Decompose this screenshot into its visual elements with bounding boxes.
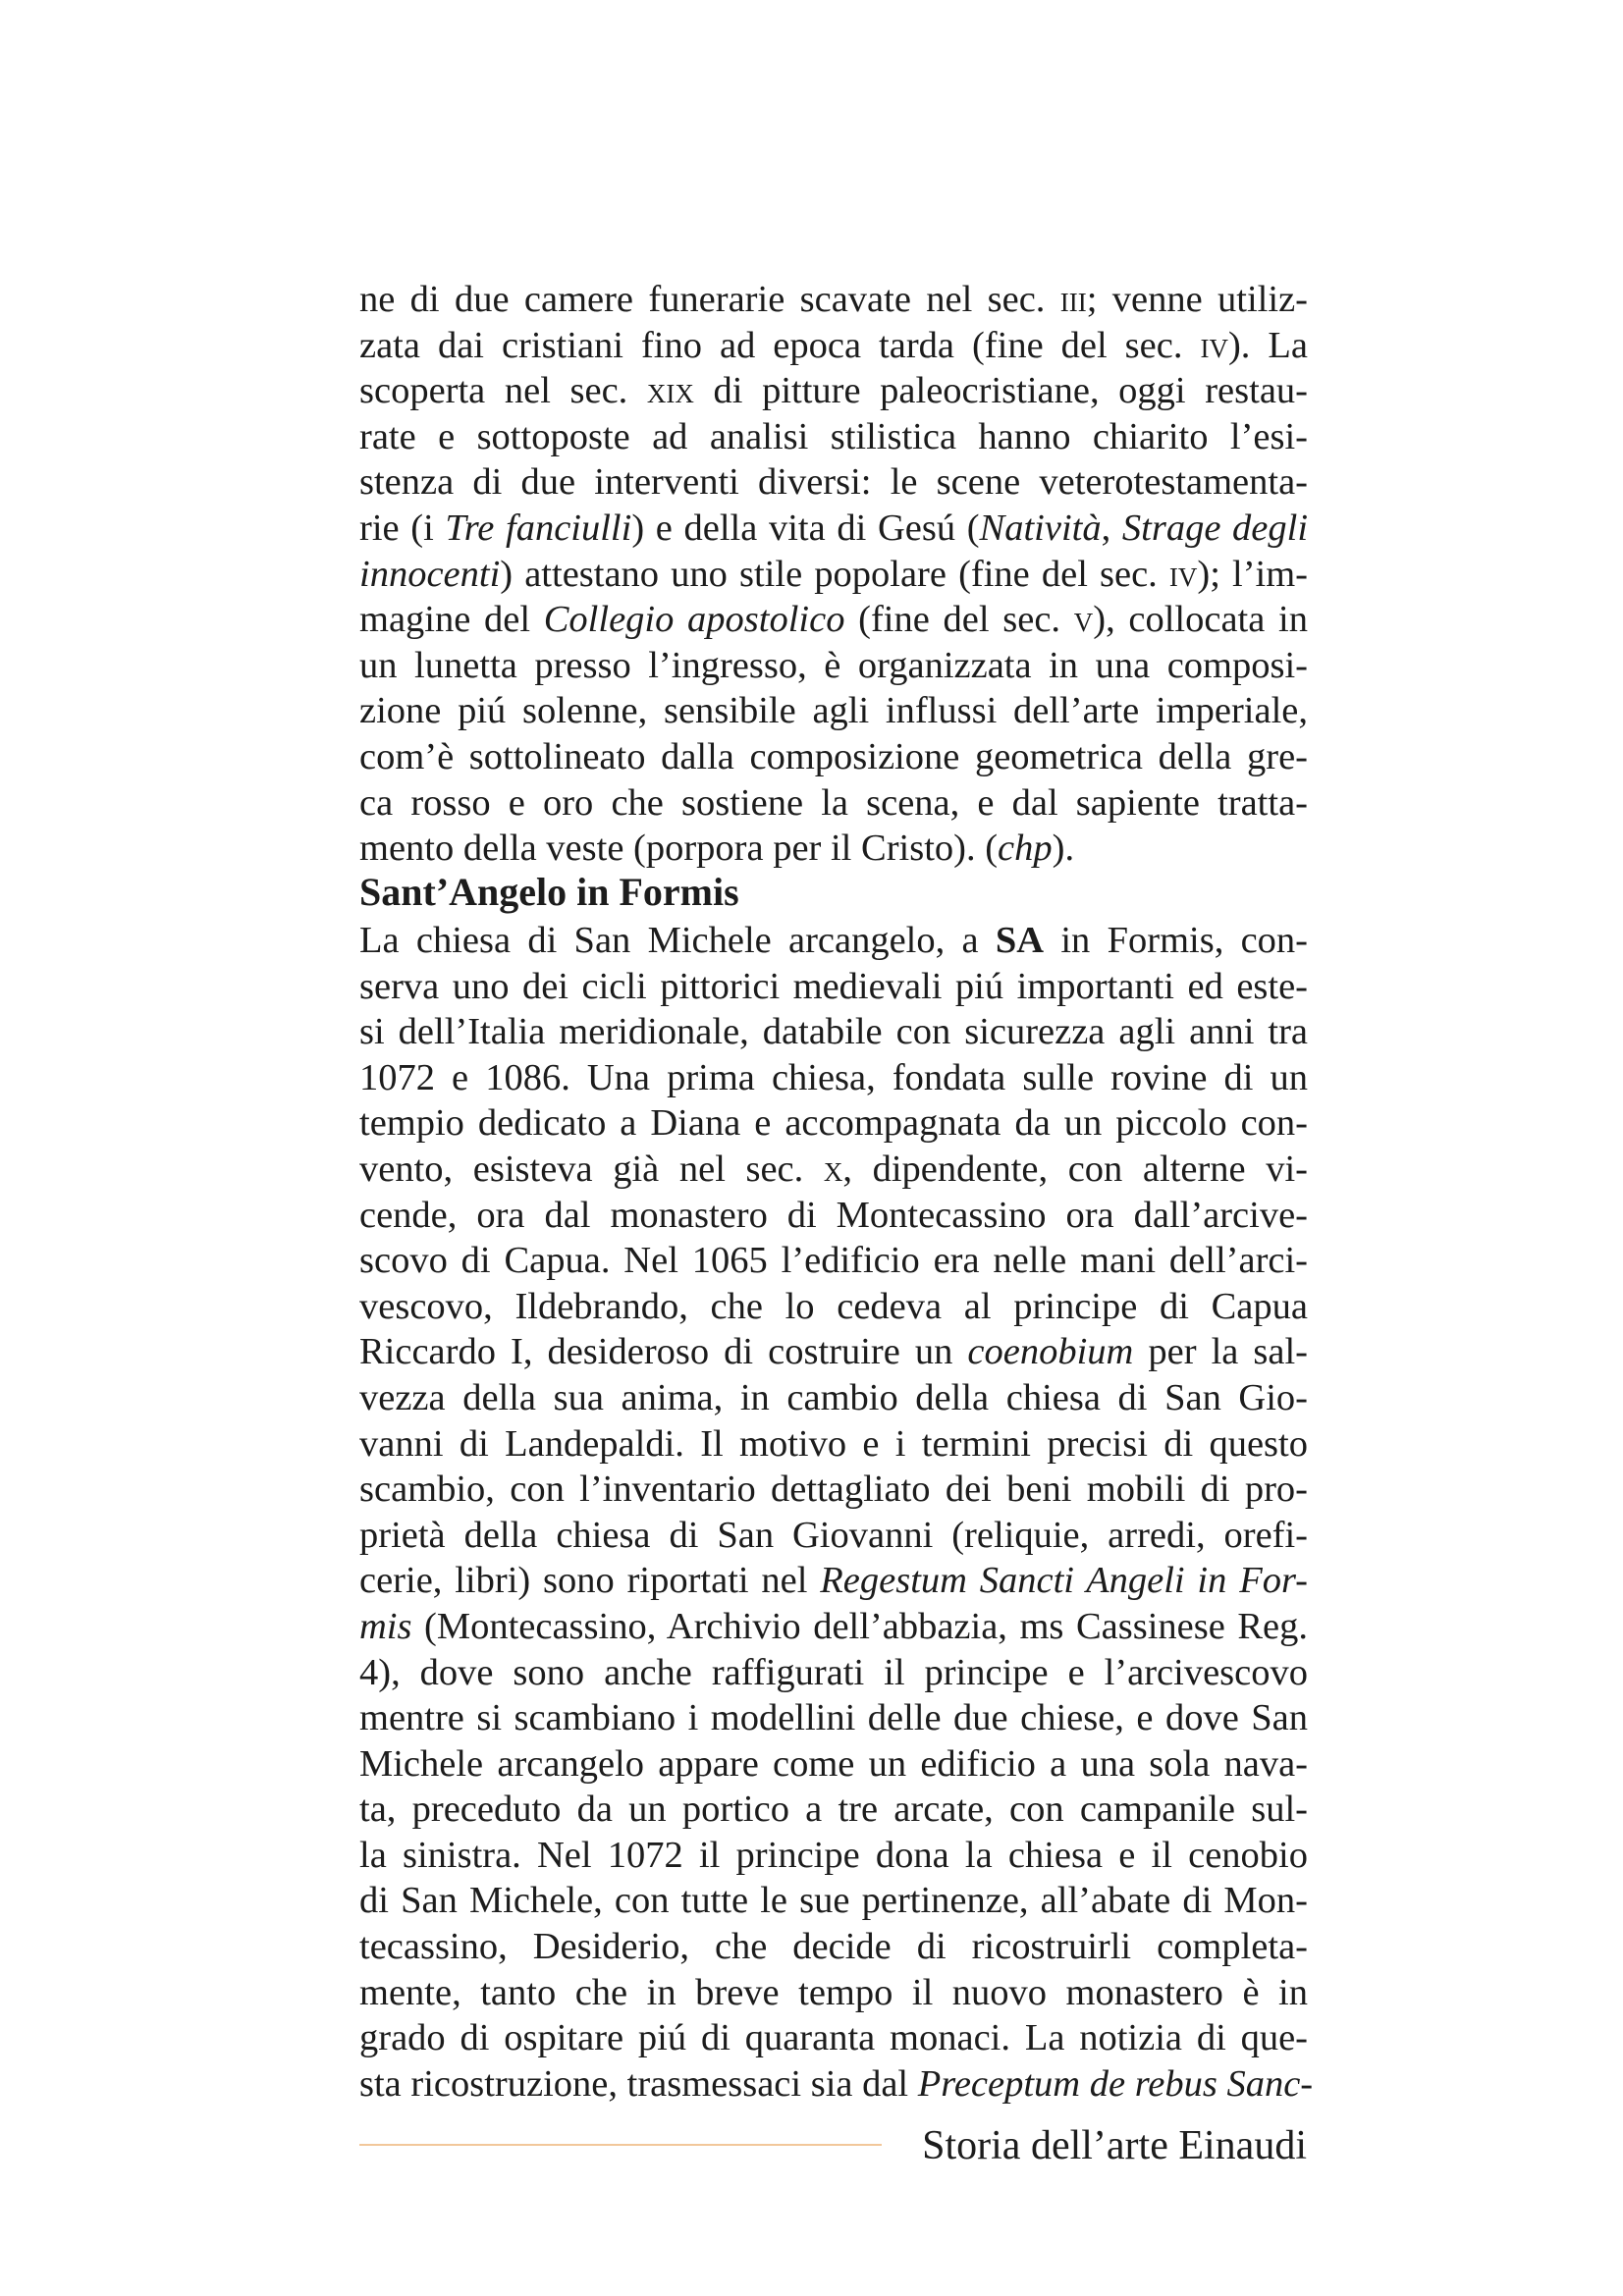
- text-line: mentre si scambiano i modellini delle due chiese, e dove San: [359, 1697, 1308, 1739]
- text-line: 4), dove sono anche raffigurati il principe e l’arcivescovo: [359, 1651, 1308, 1693]
- text-line: vezza della sua anima, in cambio della chiesa di San Gio-: [359, 1376, 1308, 1418]
- footer-book-title: Storia dell’arte Einaudi: [922, 2123, 1307, 2168]
- text-line: zata dai cristiani fino ad epoca tarda (fine del sec. iv). La: [359, 324, 1308, 366]
- text-line: scoperta nel sec. xix di pitture paleocristiane, oggi restau-: [359, 370, 1308, 412]
- text-line: ca rosso e oro che sostiene la scena, e dal sapiente tratta-: [359, 781, 1308, 824]
- text-line: stenza di due interventi diversi: le scene veterotestamenta-: [359, 461, 1308, 504]
- text-line: mente, tanto che in breve tempo il nuovo monastero è in: [359, 1971, 1308, 2013]
- text-line: di San Michele, con tutte le sue pertinenze, all’abate di Mon-: [359, 1880, 1308, 1922]
- text-line: mento della veste (porpora per il Cristo). (chp).: [359, 828, 1075, 870]
- text-line: Michele arcangelo appare come un edificio a una sola nava-: [359, 1742, 1308, 1785]
- text-line: com’è sottolineato dalla composizione geometrica della gre-: [359, 735, 1308, 777]
- text-line: la sinistra. Nel 1072 il principe dona la chiesa e il cenobio: [359, 1834, 1308, 1876]
- body-paragraph-sant-angelo: [359, 918, 1314, 2107]
- text-line: tempio dedicato a Diana e accompagnata da un piccolo con-: [359, 1102, 1308, 1145]
- text-line: rate e sottoposte ad analisi stilistica hanno chiarito l’esi-: [359, 415, 1308, 457]
- text-line: vento, esisteva già nel sec. x, dipendente, con alterne vi-: [359, 1148, 1308, 1190]
- text-line: sta ricostruzione, trasmessaci sia dal Preceptum de rebus Sanc-: [359, 2062, 1314, 2105]
- text-line: si dell’Italia meridionale, databile con sicurezza agli anni tra: [359, 1011, 1308, 1053]
- text-line: tecassino, Desiderio, che decide di ricostruirli completa-: [359, 1926, 1308, 1968]
- text-line: Riccardo I, desideroso di costruire un coenobium per la sal-: [359, 1331, 1308, 1373]
- text-line: scovo di Capua. Nel 1065 l’edificio era nelle mani dell’arci-: [359, 1240, 1308, 1282]
- text-line: cerie, libri) sono riportati nel Regestum Sancti Angeli in For-: [359, 1560, 1308, 1602]
- text-line: prietà della chiesa di San Giovanni (reliquie, arredi, orefi-: [359, 1514, 1308, 1556]
- text-line: 1072 e 1086. Una prima chiesa, fondata sulle rovine di un: [359, 1056, 1308, 1098]
- text-line: un lunetta presso l’ingresso, è organizzata in una composi-: [359, 644, 1308, 686]
- text-line: vanni di Landepaldi. Il motivo e i termini precisi di questo: [359, 1422, 1308, 1465]
- text-line: grado di ospitare piú di quaranta monaci. La notizia di que-: [359, 2017, 1308, 2059]
- text-line: ne di due camere funerarie scavate nel sec. iii; venne utiliz-: [359, 279, 1308, 320]
- text-line: innocenti) attestano uno stile popolare (fine del sec. iv); l’im-: [359, 553, 1308, 595]
- text-line: cende, ora dal monastero di Montecassino ora dall’arcive-: [359, 1194, 1308, 1236]
- text-line: ta, preceduto da un portico a tre arcate, con campanile sul-: [359, 1789, 1308, 1831]
- text-line: magine del Collegio apostolico (fine del sec. v), collocata in: [359, 599, 1308, 641]
- section-heading: Sant’Angelo in Formis: [359, 870, 739, 914]
- text-line: scambio, con l’inventario dettagliato dei beni mobili di pro-: [359, 1468, 1308, 1511]
- footer-divider: [359, 2144, 882, 2146]
- text-line: serva uno dei cicli pittorici medievali piú importanti ed este-: [359, 965, 1308, 1007]
- text-line: mis (Montecassino, Archivio dell’abbazia, ms Cassinese Reg.: [359, 1605, 1308, 1647]
- text-line: La chiesa di San Michele arcangelo, a SA in Formis, con-: [359, 920, 1308, 961]
- body-paragraph-catacomb: [359, 277, 1308, 872]
- text-line: zione piú solenne, sensibile agli influssi dell’arte imperiale,: [359, 690, 1308, 732]
- text-line: vescovo, Ildebrando, che lo cedeva al principe di Capua: [359, 1285, 1308, 1327]
- text-line: rie (i Tre fanciulli) e della vita di Gesú (Natività, Strage degli: [359, 507, 1309, 549]
